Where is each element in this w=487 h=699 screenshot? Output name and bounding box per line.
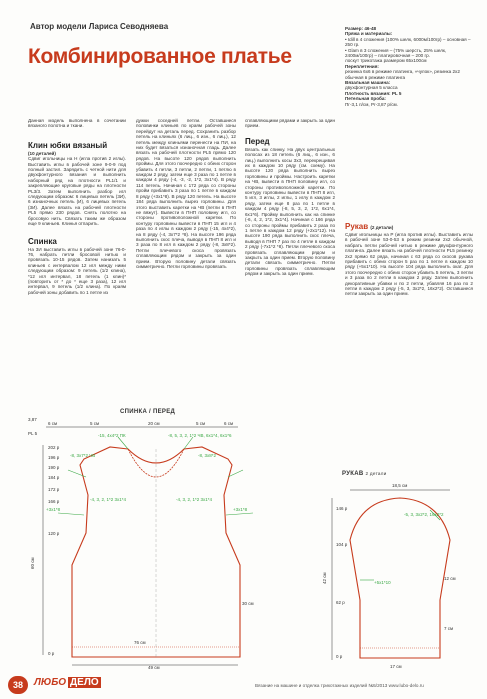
armhole-note-right: -4, 3, 2, 1*2 3x1*4 bbox=[176, 497, 213, 502]
dim-top-4: 5 см bbox=[196, 421, 206, 426]
back-title: Спинка bbox=[28, 236, 57, 246]
col3-top-text: сплавляющими рядами и закрыть за один прием. bbox=[245, 118, 335, 129]
dim-width-bottom: 49 см bbox=[148, 665, 160, 670]
intro-text: Данная модель выполнена в сочетании вязаного полотна и ткани. bbox=[28, 118, 126, 129]
dim-pl: PL 5 bbox=[28, 431, 38, 436]
row-label-120: 120 р bbox=[48, 531, 60, 536]
sleeve-subtitle: (2 детали) bbox=[370, 225, 394, 230]
row-label-196: 196 р bbox=[48, 455, 60, 460]
spec-density: Пг-3,1 п/см, Рг-3,87 р/см. bbox=[345, 101, 398, 107]
dim-top-1: 6 см bbox=[48, 421, 58, 426]
spec-weaves-header: Переплетения: bbox=[345, 63, 379, 69]
klin-title: Клин юбки вязаный bbox=[28, 140, 108, 150]
sleeve-diagram bbox=[320, 480, 470, 670]
back-front-diagram bbox=[28, 415, 258, 670]
sleeve-row-104: 104 р bbox=[336, 542, 348, 547]
row-label-166: 166 р bbox=[48, 499, 60, 504]
page-title: Комбинированное платье bbox=[28, 45, 292, 68]
row-label-190: 190 р bbox=[48, 465, 60, 470]
front-text: Вязать как спинку. На двух центральных полосах из 18 петель (6 лиц., 6 изн., 6 лиц.) выполнить косы 3х3, перекрещивая их в каждом 10 ряду (см. схему). На высоте 120 ряда выполнить вырез горловины и проймы. Настроить каретки на ЧВ, вывести в ПНП половину игл, со стороны противоположной каретки. По контуру горловины вывести в ПНП 8 игл, 5 игл, 3 иглы, 2 иглы, 1 иглу в каждом 2 ряду, затем еще 8 раз по 1 петле в каждом 4 ряду (-8, 5, 3, 2, 1*2, 6x1*4, 6x1*6). Пройму выполнить как на спинке (-6, 4, 2, 1*2, 3x1*4). Начиная с 166 ряда со стороны проймы прибавить 2 раза по 1 петле в каждом 12 ряду (+2x1*12). На высоте 190 ряда выполнить скос плеча, выводя в ПНП 7 раз по 4 петле в каждом 2 ряду (-7x1*2 *8). Петли плечевого скоса провязать сплавляющим рядом и закрыть за один прием. Вторую половину детали связать симметрично. Петли горловины провязать сплавляющим рядом и закрыть за один прием. bbox=[245, 146, 335, 277]
dim-top-2: 5 см bbox=[90, 421, 100, 426]
front-title: Перед bbox=[245, 136, 270, 146]
diagram-sleeve-title bbox=[342, 471, 387, 477]
dim-top-5: 6 см bbox=[224, 421, 234, 426]
specs-box bbox=[345, 26, 475, 107]
magazine-logo bbox=[32, 677, 101, 688]
spec-density-label: Петельная проба: bbox=[345, 96, 386, 102]
spec-yarn-2: • Glam в 3 сложения – (75% шерсть, 25% шелк, 2400м/100гр) – платировочная – 200 гр. bbox=[345, 47, 447, 59]
sleeve-dim-mid: 12 см bbox=[444, 576, 456, 581]
sleeve-row-62: 62 р bbox=[336, 600, 345, 605]
plus-note-right: +3x1*8 bbox=[233, 507, 248, 512]
dim-side-height: 30 см bbox=[242, 601, 254, 606]
column-3 bbox=[245, 118, 335, 277]
spec-density-header: Плотность вязания: PL 5 bbox=[345, 90, 402, 96]
sleeve-cuff bbox=[360, 648, 440, 658]
sleeve-dim-side: 7 см bbox=[444, 626, 454, 631]
row-label-202: 202 р bbox=[48, 445, 60, 450]
sleeve-dim-height: 42 см bbox=[322, 572, 327, 584]
spec-machine: двухфонтурная 5 класса bbox=[345, 85, 398, 91]
diagram-sleeve-title-text: РУКАВ bbox=[342, 471, 364, 477]
diagram-front-title: СПИНКА / ПЕРЕД bbox=[120, 409, 176, 415]
dim-top-3: 20 см bbox=[148, 421, 160, 426]
spec-machine-header: Вязальная машина: bbox=[345, 80, 391, 86]
spec-size: Размер: 46-48 bbox=[345, 26, 377, 31]
spec-yarn-1: • Idill в 4 сложения (100% шелк, 6000м/100гр) – основная – 250 гр. bbox=[345, 36, 471, 48]
klin-text: Сдвиг игольницы на Н (игла против 2 иглы). Выставить иглы в рабочей зоне 9-0-9 под полный застил. Зарядить с четной нити для двухфонтурного вязания и выполнить наборный ряд на плотности PL1/1 и закрепляющие круговые ряды на плотности PL3/3. Затем выполнить разбор игл следующим образом: 6 лицевых петель (3И), 6 изнаночных петель (И), 6 лицевых петель (3И). Далее вязать на рабочей плотности PL5 прямо 230 рядов. Снять полотно на бросовую нить. Связать таким же образом еще 9 клиньев. Клинья отпарить. bbox=[28, 156, 126, 227]
back-text: На 3И выставить иглы в рабочей зоне 76-0-76, набрать петли бросовой нитью и провязать 10-15 рядов. Затем нанизать 5 клиньев с интервалом 12 игл между ними следующим образом: 9 петель (1/2 клина), *12 игл интервал, 18 петель (1 клин)* (повторить от * до * еще 3 раза), 12 игл интервал, 9 петель (1/2 клина). По краям рабочей зоны добавить по 1 петле из bbox=[28, 246, 126, 295]
sleeve-row-0: 0 р bbox=[336, 654, 343, 659]
sleeve-plus-note: +5x1*10 bbox=[374, 580, 391, 585]
page-number: 38 bbox=[8, 676, 28, 694]
footer-text: Вязание на машине и отделка трикотажных изделий №5/2013 www.lubo-delo.ru bbox=[255, 683, 424, 688]
logo-part-b: ДЕЛО bbox=[70, 677, 99, 688]
spec-weaves: резинка 6х6 в режиме платинга, «чулок», резинка 2х2 обычная в режиме платинга bbox=[345, 69, 460, 80]
neck-note-right: -8, 3x8*2 bbox=[198, 453, 217, 458]
sleeve-text: Сдвиг игольницы на Р (игла против иглы). Выставить иглы в рабочей зоне 53-0-53 в режим резинки 2х2 обычной, набрать петли рабочей нитью в режиме двухфонтурного платинга. Далее вязать на рабочей плотности PL5 резинку 2х2 прямо 62 ряда, начиная с 63 ряда со скосов рукава прибавить с обеих сторон 5 раз по 1 петле в каждом 10 ряду (+5x1*10). На высоте 104 ряда выполнить окат. Для этого поочередно с обеих сторон убавить 5 петель, 3 петли и 3 раза по 2 петли в каждом 2 ряду. Затем выполнить декоративные убавки и по 2 петли, убавляя 16 раз по 2 петли в каждом 2 ряду (-5, 3, 3x2*2, 16x2*2). Оставшиеся петли закрыть за один прием. bbox=[345, 232, 473, 297]
sleeve-row-146: 146 р bbox=[336, 506, 348, 511]
sleeve-outline bbox=[350, 498, 450, 658]
sleeve-dim-top: 18,5 см bbox=[392, 483, 408, 488]
sleeve-dim-bottom: 17 см bbox=[390, 664, 402, 669]
shoulder-note-right: -8, 5, 3, 2, 1*2 ЧВ, 6x1*4, 6x1*6 bbox=[168, 433, 232, 438]
neck-note-left: -8, 3x7*2 ЧВ bbox=[70, 453, 96, 458]
plus-note-left: +3x1*8 bbox=[46, 507, 61, 512]
author-line: Автор модели Лариса Севодняева bbox=[30, 22, 169, 31]
spec-yarn-header: Пряжа и материалы: bbox=[345, 31, 393, 37]
sleeve-cap-note: -5, 3, 3x2*2, 16x2*2 bbox=[404, 512, 444, 517]
row-label-172: 172 р bbox=[48, 487, 60, 492]
column-2 bbox=[136, 118, 236, 269]
sleeve-title-text: Рукав bbox=[345, 222, 369, 231]
diagram-sleeve-subtitle: 2 детали bbox=[365, 471, 387, 476]
row-label-0: 0 р bbox=[48, 651, 55, 656]
dim-bottom-note: 76 см bbox=[134, 640, 146, 645]
row-label-184: 184 р bbox=[48, 475, 60, 480]
sleeve-title bbox=[345, 222, 473, 231]
column-1 bbox=[28, 118, 126, 295]
column-4 bbox=[345, 222, 473, 297]
spec-fabric: лоскут трикотажа размером 65х100см bbox=[345, 58, 427, 64]
dim-height: 60 см bbox=[30, 557, 35, 569]
klin-subtitle: (10 деталей) bbox=[28, 150, 56, 156]
dim-top-left: 3,87 bbox=[28, 417, 37, 422]
logo-part-a: ЛЮБО bbox=[34, 677, 67, 688]
armhole-note-left: -4, 3, 2, 1*2 3x1*4 bbox=[90, 497, 127, 502]
shoulder-note-left: -15, 4x4*2 ПК bbox=[98, 433, 126, 438]
back-text-continued: дужки соседней петли. Оставшиеся половинки клиньев по краям рабочей зоны перейдут на деталь перед. Сохранить разбор петель на клиньях (6 лиц., 6 изн., 6 лиц.), 12 петель между клиньями перенести на ПИ, на них будет вязаться изнаночная гладь. Далее вязать на рабочей плотности PL5 прямо 120 рядов. На высоте 120 рядов выполнить проймы. Для этого поочередно с обеих сторон убавить 4 петли, 3 петли, 2 петли, 1 петлю в каждом 2 ряду, затем еще 3 раза по 1 петле в каждом 4 ряду (-4, -3, -2, 1*2, 3x1*4). В ряду 114 петель. Начиная с 172 ряда со стороны пройм прибавить 3 раза по 1 петле в каждом 8 ряду (+3x1*8). В ряду 120 петель. На высоте 184 ряда выполнить вырез горловины. Для этого выставить каретки на ЧВ (петли в ПНП не вяжут). Вывести в ПНП половину игл, со стороны противоположной каретки. По контуру горловины вывести в ПНП 15 игл и 4 раза по 4 иглы в каждом 2 ряду (-15, 4x4*2), на 8 ряду (-4, 3x7*2 *8). На высоте 196 ряда выполнить скос плеча, выводя в ПНП 8 игл и 3 раза по 8 игл в каждом 2 ряду (-8, 3x8*2). Петли плечевого скоса провязать сплавляющим рядом и закрыть за один прием. Вторую половину детали связать симметрично. Петли горловины провязать bbox=[136, 118, 236, 269]
